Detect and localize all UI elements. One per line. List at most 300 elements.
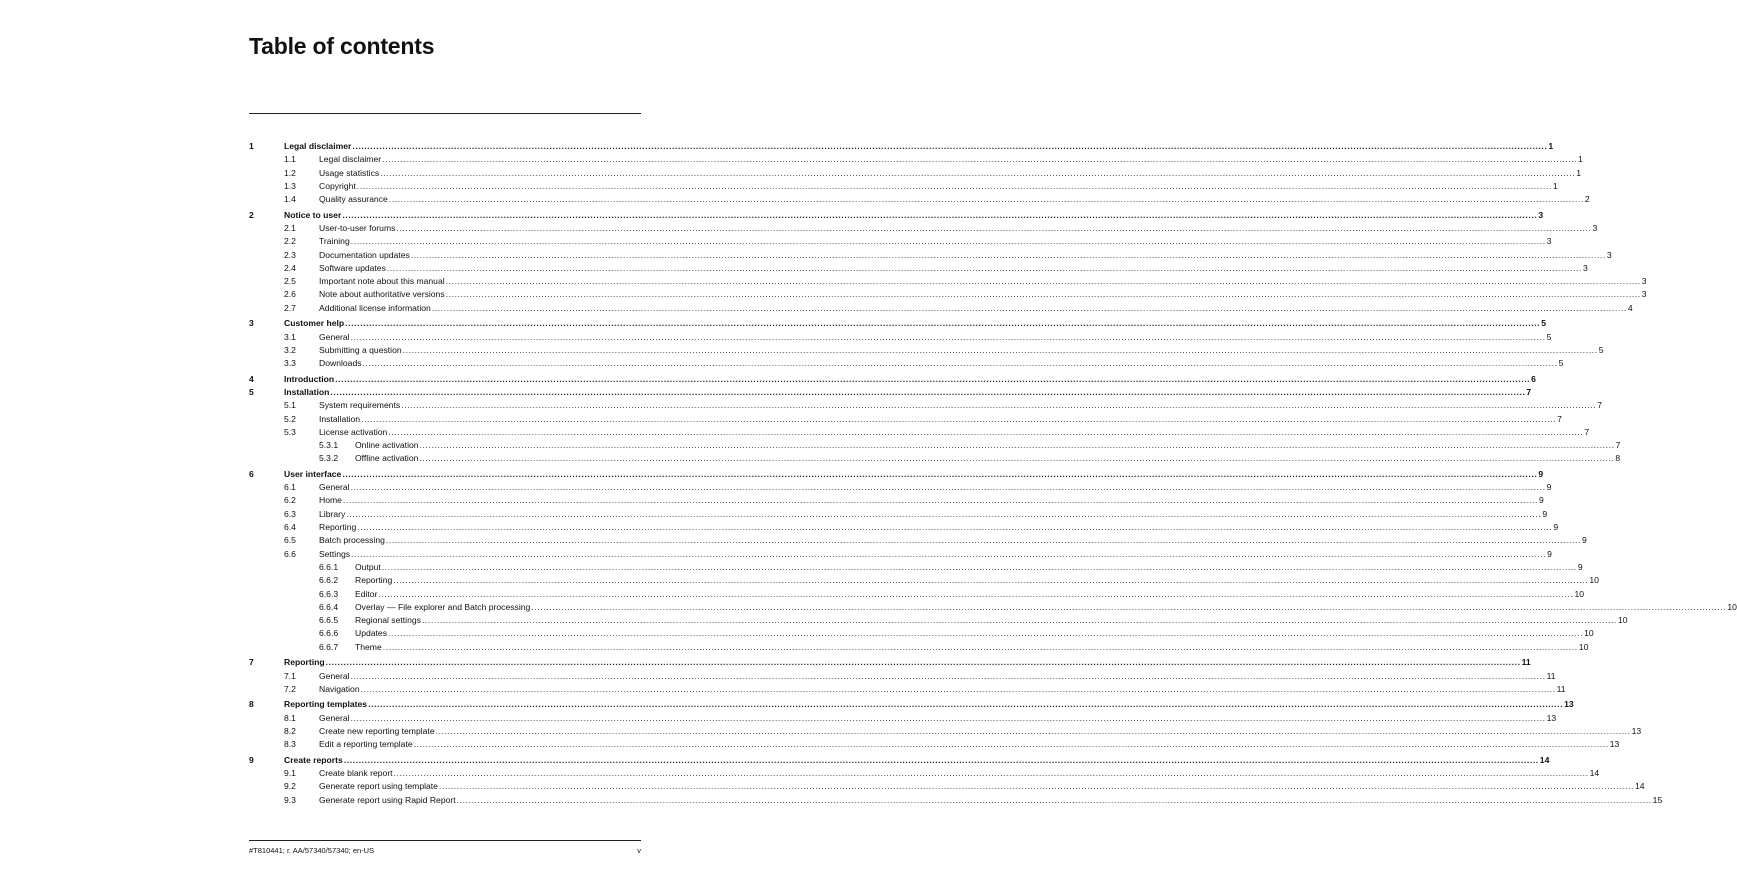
toc-entry-number: 2.4: [284, 262, 296, 273]
toc-entry-number: 6.2: [284, 495, 296, 506]
toc-entry-label: Usage statistics: [319, 167, 380, 178]
toc-entry-1-1[interactable]: [249, 153, 1583, 166]
toc-entry-label: Training: [319, 236, 350, 247]
toc-entry-line: [284, 386, 1532, 399]
toc-entry-3-2[interactable]: [249, 344, 1604, 357]
toc-entry-5[interactable]: [249, 386, 1532, 399]
toc-entry-page: 13: [1609, 739, 1620, 750]
toc-entry-line: [355, 588, 1585, 601]
toc-entry-6-6-1[interactable]: [249, 561, 1583, 574]
toc-dot-leader: ................................................................................................................................................................................................................................................................................................................................................................................................................: [388, 194, 1584, 205]
toc-entry-8-1[interactable]: [249, 712, 1557, 725]
toc-entry-label: User interface: [284, 468, 342, 479]
toc-entry-number: 5.2: [284, 413, 296, 424]
toc-dot-leader: ................................................................................................................................................................................................................................................................................................................................................................................................................: [435, 725, 1631, 736]
toc-entry-number: 2.6: [284, 289, 296, 300]
toc-entry-number: 1: [249, 141, 254, 151]
toc-entry-1-4[interactable]: [249, 193, 1590, 206]
toc-entry-3-1[interactable]: [249, 331, 1552, 344]
toc-entry-label: User-to-user forums: [319, 222, 396, 233]
toc-entry-number: 2.7: [284, 302, 296, 313]
toc-entry-label: Offline activation: [355, 453, 419, 464]
toc-entry-number: 6.6.6: [319, 628, 339, 639]
toc-entry-page: 3: [1641, 289, 1647, 300]
toc-dot-leader: ................................................................................................................................................................................................................................................................................................................................................................................................................: [342, 209, 1538, 220]
toc-entry-page: 7: [1526, 386, 1532, 397]
toc-entry-page: 7: [1557, 413, 1562, 424]
toc-entry-label: Legal disclaimer: [284, 141, 352, 151]
toc-entry-line: [284, 140, 1554, 153]
toc-entry-number: 8: [249, 699, 254, 710]
toc-entry-label: Important note about this manual: [319, 276, 445, 287]
toc-entry-page: 5: [1598, 344, 1604, 355]
title-divider: [249, 113, 641, 114]
toc-entry-page: 5: [1546, 331, 1552, 342]
toc-entry-5-2[interactable]: [249, 413, 1562, 426]
toc-entry-page: 10: [1578, 641, 1589, 652]
toc-dot-leader: ................................................................................................................................................................................................................................................................................................................................................................................................................: [396, 222, 1592, 233]
toc-entry-page: 3: [1592, 222, 1598, 233]
toc-dot-leader: ................................................................................................................................................................................................................................................................................................................................................................................................................: [531, 601, 1727, 612]
toc-entry-3-3[interactable]: [249, 357, 1564, 370]
toc-entry-line: [284, 317, 1546, 330]
toc-entry-6[interactable]: [249, 468, 1544, 481]
toc-entry-label: Batch processing: [319, 535, 385, 546]
toc-dot-leader: ................................................................................................................................................................................................................................................................................................................................................................................................................: [360, 683, 1556, 694]
toc-entry-number: 3: [249, 318, 254, 329]
toc-dot-leader: ................................................................................................................................................................................................................................................................................................................................................................................................................: [351, 548, 1547, 559]
toc-entry-page: 10: [1617, 615, 1628, 626]
toc-dot-leader: ................................................................................................................................................................................................................................................................................................................................................................................................................: [413, 739, 1609, 750]
toc-entry-label: Customer help: [284, 318, 345, 329]
toc-entry-number: 1.2: [284, 167, 296, 178]
toc-entry-6-3[interactable]: [249, 508, 1548, 521]
toc-entry-6-1[interactable]: [249, 481, 1552, 494]
toc-entry-label: Library: [319, 508, 346, 519]
toc-entry-page: 3: [1546, 236, 1552, 247]
toc-entry-number: 5.3: [284, 426, 296, 437]
toc-entry-number: 6.6.7: [319, 641, 339, 652]
toc-entry-page: 9: [1553, 522, 1559, 533]
toc-dot-leader: ................................................................................................................................................................................................................................................................................................................................................................................................................: [393, 767, 1589, 778]
toc-entry-line: [319, 426, 1590, 439]
toc-entry-line: [319, 275, 1647, 288]
toc-entry-number: 9.2: [284, 781, 296, 792]
toc-entry-1-2[interactable]: [249, 167, 1582, 180]
toc-entry-label: Software updates: [319, 262, 386, 273]
toc-entry-page: 11: [1546, 670, 1556, 681]
toc-entry-page: 3: [1641, 276, 1647, 287]
toc-entry-line: [319, 725, 1642, 738]
toc-entry-2-2[interactable]: [249, 235, 1552, 248]
toc-entry-page: 1: [1578, 154, 1583, 165]
toc-entry-page: 10: [1574, 588, 1585, 599]
toc-entry-line: [355, 601, 1737, 614]
toc-entry-label: Documentation updates: [319, 249, 410, 260]
toc-dot-leader: ................................................................................................................................................................................................................................................................................................................................................................................................................: [382, 641, 1578, 652]
toc-entry-6-6-4[interactable]: [249, 601, 1737, 614]
toc-entry-number: 4: [249, 373, 254, 384]
toc-dot-leader: ................................................................................................................................................................................................................................................................................................................................................................................................................: [350, 331, 1546, 342]
toc-entry-line: [319, 357, 1564, 370]
toc-dot-leader: ................................................................................................................................................................................................................................................................................................................................................................................................................: [357, 522, 1553, 533]
toc-entry-8-2[interactable]: [249, 725, 1642, 738]
toc-entry-6-6[interactable]: [249, 548, 1552, 561]
toc-entry-8-3[interactable]: [249, 738, 1620, 751]
toc-entry-label: Regional settings: [355, 615, 421, 626]
toc-dot-leader: ................................................................................................................................................................................................................................................................................................................................................................................................................: [385, 535, 1581, 546]
toc-entry-label: Additional license information: [319, 302, 431, 313]
toc-dot-leader: ................................................................................................................................................................................................................................................................................................................................................................................................................: [445, 289, 1641, 300]
toc-entry-line: [319, 413, 1562, 426]
toc-entry-page: 10: [1589, 575, 1599, 586]
toc-entry-page: 3: [1582, 262, 1588, 273]
toc-entry-line: [319, 288, 1647, 301]
toc-dot-leader: ................................................................................................................................................................................................................................................................................................................................................................................................................: [361, 413, 1557, 424]
toc-entry-label: Copyright: [319, 180, 356, 191]
toc-entry-5-3-2[interactable]: [249, 452, 1621, 465]
toc-dot-leader: ................................................................................................................................................................................................................................................................................................................................................................................................................: [393, 575, 1589, 586]
toc-dot-leader: ................................................................................................................................................................................................................................................................................................................................................................................................................: [382, 154, 1578, 165]
toc-entry-line: [319, 780, 1645, 793]
toc-entry-number: 2.1: [284, 222, 296, 233]
toc-dot-leader: ................................................................................................................................................................................................................................................................................................................................................................................................................: [410, 249, 1606, 260]
toc-dot-leader: ................................................................................................................................................................................................................................................................................................................................................................................................................: [401, 400, 1597, 411]
toc-entry-number: 7.1: [284, 670, 296, 681]
toc-entry-line: [319, 180, 1558, 193]
toc-entry-number: 9.1: [284, 767, 296, 778]
toc-entry-page: 1: [1552, 180, 1558, 191]
toc-entry-2[interactable]: [249, 209, 1544, 222]
toc-entry-2-4[interactable]: [249, 262, 1588, 275]
toc-entry-page: 13: [1631, 725, 1642, 736]
toc-entry-label: System requirements: [319, 400, 401, 411]
toc-entry-label: Reporting templates: [284, 699, 368, 710]
toc-dot-leader: ................................................................................................................................................................................................................................................................................................................................................................................................................: [343, 754, 1539, 765]
toc-entry-page: 13: [1546, 712, 1557, 723]
toc-dot-leader: ................................................................................................................................................................................................................................................................................................................................................................................................................: [342, 468, 1538, 479]
toc-dot-leader: ................................................................................................................................................................................................................................................................................................................................................................................................................: [388, 628, 1584, 639]
toc-entry-number: 5.3.2: [319, 453, 339, 464]
toc-entry-2-5[interactable]: [249, 275, 1647, 288]
toc-entry-number: 6.1: [284, 482, 296, 493]
toc-entry-number: 8.2: [284, 725, 296, 736]
toc-entry-label: Updates: [355, 628, 388, 639]
toc-entry-9[interactable]: [249, 754, 1550, 767]
toc-entry-line: [319, 521, 1559, 534]
toc-entry-page: 14: [1589, 767, 1600, 778]
toc-entry-line: [355, 439, 1621, 452]
toc-entry-line: [319, 302, 1633, 315]
toc-entry-page: 3: [1606, 249, 1612, 260]
toc-entry-6-5[interactable]: [249, 534, 1587, 547]
toc-entry-page: 1: [1576, 167, 1582, 178]
toc-entry-line: [319, 235, 1552, 248]
toc-entry-line: [284, 656, 1531, 669]
toc-entry-2-1[interactable]: [249, 222, 1598, 235]
toc-entry-line: [284, 209, 1544, 222]
toc-entry-2-3[interactable]: [249, 249, 1612, 262]
toc-entry-6-4[interactable]: [249, 521, 1559, 534]
toc-entry-line: [284, 754, 1550, 767]
toc-dot-leader: ................................................................................................................................................................................................................................................................................................................................................................................................................: [419, 453, 1615, 464]
toc-dot-leader: ................................................................................................................................................................................................................................................................................................................................................................................................................: [335, 373, 1531, 384]
toc-entry-5-3-1[interactable]: [249, 439, 1621, 452]
toc-entry-line: [319, 167, 1582, 180]
toc-entry-label: Create reports: [284, 754, 343, 765]
toc-entry-number: 6.4: [284, 522, 296, 533]
toc-entry-6-6-2[interactable]: [249, 574, 1599, 587]
table-of-contents: [249, 140, 1737, 807]
toc-dot-leader: ................................................................................................................................................................................................................................................................................................................................................................................................................: [330, 386, 1526, 397]
footer-doc-id: #T810441; r. AA/57340/57340; en-US: [249, 846, 375, 855]
toc-dot-leader: ................................................................................................................................................................................................................................................................................................................................................................................................................: [350, 670, 1546, 681]
toc-entry-line: [319, 767, 1600, 780]
toc-entry-line: [319, 399, 1603, 412]
toc-entry-5-3[interactable]: [249, 426, 1590, 439]
toc-entry-number: 2: [249, 209, 254, 220]
toc-entry-page: 9: [1581, 535, 1587, 546]
toc-entry-page: 2: [1584, 194, 1590, 205]
toc-entry-line: [319, 222, 1598, 235]
toc-entry-label: Online activation: [355, 440, 419, 451]
toc-entry-line: [284, 468, 1544, 481]
toc-entry-label: Installation: [319, 413, 361, 424]
toc-dot-leader: ................................................................................................................................................................................................................................................................................................................................................................................................................: [388, 426, 1584, 437]
toc-dot-leader: ................................................................................................................................................................................................................................................................................................................................................................................................................: [378, 588, 1574, 599]
toc-entry-page: 14: [1635, 781, 1645, 792]
toc-entry-number: 6.6.2: [319, 575, 339, 586]
toc-entry-line: [355, 627, 1594, 640]
toc-dot-leader: ................................................................................................................................................................................................................................................................................................................................................................................................................: [431, 302, 1627, 313]
toc-entry-2-7[interactable]: [249, 302, 1633, 315]
toc-entry-7[interactable]: [249, 656, 1531, 669]
toc-entry-4[interactable]: [249, 373, 1536, 386]
toc-entry-label: Note about authoritative versions: [319, 289, 445, 300]
toc-entry-page: 10: [1727, 601, 1737, 612]
toc-entry-page: 9: [1547, 548, 1552, 559]
toc-entry-1[interactable]: [249, 140, 1554, 153]
toc-entry-page: 9: [1542, 508, 1548, 519]
toc-entry-line: [355, 641, 1589, 654]
toc-entry-label: Generate report using Rapid Report: [319, 794, 456, 805]
toc-dot-leader: ................................................................................................................................................................................................................................................................................................................................................................................................................: [456, 794, 1652, 805]
toc-entry-line: [355, 561, 1583, 574]
toc-entry-line: [319, 508, 1548, 521]
toc-entry-label: General: [319, 712, 350, 723]
toc-entry-page: 7: [1597, 400, 1603, 411]
toc-entry-line: [319, 794, 1663, 807]
toc-dot-leader: ................................................................................................................................................................................................................................................................................................................................................................................................................: [381, 561, 1577, 572]
toc-entry-label: Settings: [319, 548, 351, 559]
toc-entry-line: [319, 494, 1544, 507]
toc-entry-9-3[interactable]: [249, 794, 1663, 807]
toc-entry-page: 13: [1564, 699, 1574, 710]
toc-dot-leader: ................................................................................................................................................................................................................................................................................................................................................................................................................: [345, 318, 1541, 329]
toc-entry-number: 9: [249, 754, 254, 765]
toc-entry-label: Submitting a question: [319, 344, 402, 355]
toc-entry-label: Downloads: [319, 358, 362, 369]
toc-entry-label: Generate report using template: [319, 781, 438, 792]
toc-entry-number: 3.3: [284, 358, 296, 369]
toc-entry-line: [284, 698, 1574, 711]
toc-entry-page: 11: [1556, 683, 1566, 694]
toc-entry-line: [319, 193, 1590, 206]
toc-entry-number: 2.3: [284, 249, 296, 260]
toc-entry-line: [319, 249, 1612, 262]
toc-entry-page: 9: [1546, 482, 1552, 493]
toc-entry-page: 8: [1615, 453, 1621, 464]
toc-entry-line: [355, 574, 1599, 587]
toc-entry-label: Create blank report: [319, 767, 393, 778]
toc-entry-7-2[interactable]: [249, 683, 1566, 696]
toc-entry-label: Output: [355, 561, 381, 572]
toc-entry-page: 4: [1627, 302, 1633, 313]
toc-entry-page: 5: [1558, 358, 1564, 369]
toc-entry-page: 6: [1531, 373, 1536, 384]
toc-entry-6-2[interactable]: [249, 494, 1544, 507]
toc-entry-9-1[interactable]: [249, 767, 1600, 780]
toc-entry-6-6-3[interactable]: [249, 588, 1585, 601]
toc-entry-label: Notice to user: [284, 209, 342, 220]
toc-dot-leader: ................................................................................................................................................................................................................................................................................................................................................................................................................: [402, 344, 1598, 355]
toc-entry-9-2[interactable]: [249, 780, 1645, 793]
toc-entry-page: 9: [1538, 468, 1544, 479]
toc-entry-label: Editor: [355, 588, 378, 599]
toc-entry-label: Create new reporting template: [319, 725, 435, 736]
toc-entry-label: Introduction: [284, 373, 335, 384]
toc-entry-number: 3.1: [284, 331, 296, 342]
toc-entry-number: 8.3: [284, 739, 296, 750]
toc-entry-6-6-5[interactable]: [249, 614, 1628, 627]
toc-dot-leader: ................................................................................................................................................................................................................................................................................................................................................................................................................: [325, 657, 1521, 668]
toc-entry-number: 6.6.3: [319, 588, 339, 599]
toc-entry-number: 2.5: [284, 276, 296, 287]
toc-entry-number: 5.3.1: [319, 440, 339, 451]
toc-entry-label: Home: [319, 495, 342, 506]
toc-entry-page: 3: [1538, 209, 1544, 220]
toc-entry-number: 2.2: [284, 236, 296, 247]
toc-entry-line: [355, 452, 1621, 465]
toc-entry-label: Reporting: [319, 522, 357, 533]
toc-entry-line: [319, 331, 1552, 344]
toc-entry-line: [319, 712, 1557, 725]
toc-entry-label: Theme: [355, 641, 382, 652]
toc-dot-leader: ................................................................................................................................................................................................................................................................................................................................................................................................................: [356, 180, 1552, 191]
toc-entry-line: [355, 614, 1628, 627]
toc-entry-number: 6.3: [284, 508, 296, 519]
toc-entry-number: 1.3: [284, 180, 296, 191]
toc-entry-3[interactable]: [249, 317, 1546, 330]
toc-entry-page: 7: [1584, 426, 1590, 437]
toc-dot-leader: ................................................................................................................................................................................................................................................................................................................................................................................................................: [350, 482, 1546, 493]
toc-dot-leader: ................................................................................................................................................................................................................................................................................................................................................................................................................: [342, 495, 1538, 506]
footer-page-number: v: [637, 846, 641, 855]
toc-entry-page: 7: [1615, 440, 1621, 451]
toc-entry-page: 5: [1541, 318, 1546, 329]
toc-entry-number: 1.4: [284, 194, 296, 205]
toc-entry-label: General: [319, 331, 350, 342]
toc-entry-page: 9: [1538, 495, 1544, 506]
toc-entry-number: 8.1: [284, 712, 296, 723]
toc-entry-label: Quality assurance: [319, 194, 388, 205]
toc-entry-line: [284, 373, 1536, 386]
toc-entry-5-1[interactable]: [249, 399, 1603, 412]
toc-dot-leader: ................................................................................................................................................................................................................................................................................................................................................................................................................: [438, 781, 1634, 792]
toc-entry-number: 5: [249, 386, 254, 397]
toc-entry-line: [319, 670, 1556, 683]
page-title: Table of contents: [249, 33, 435, 59]
toc-entry-8[interactable]: [249, 698, 1574, 711]
toc-entry-6-6-7[interactable]: [249, 641, 1589, 654]
toc-dot-leader: ................................................................................................................................................................................................................................................................................................................................................................................................................: [350, 712, 1546, 723]
toc-entry-label: Reporting: [284, 657, 325, 668]
toc-entry-label: Installation: [284, 386, 330, 397]
toc-entry-number: 6: [249, 468, 254, 479]
toc-entry-label: Reporting: [355, 575, 393, 586]
toc-dot-leader: ................................................................................................................................................................................................................................................................................................................................................................................................................: [380, 167, 1576, 178]
toc-entry-number: 6.5: [284, 535, 296, 546]
toc-entry-page: 14: [1539, 754, 1550, 765]
toc-entry-page: 11: [1521, 657, 1531, 668]
toc-dot-leader: ................................................................................................................................................................................................................................................................................................................................................................................................................: [386, 262, 1582, 273]
toc-entry-line: [319, 683, 1566, 696]
toc-entry-label: Legal disclaimer: [319, 154, 382, 165]
toc-entry-number: 7: [249, 657, 254, 668]
toc-dot-leader: ................................................................................................................................................................................................................................................................................................................................................................................................................: [352, 141, 1548, 151]
toc-entry-page: 15: [1652, 794, 1663, 805]
toc-entry-number: 7.2: [284, 683, 296, 694]
toc-entry-line: [319, 344, 1604, 357]
toc-entry-number: 6.6.1: [319, 561, 339, 572]
toc-dot-leader: ................................................................................................................................................................................................................................................................................................................................................................................................................: [368, 699, 1564, 710]
toc-dot-leader: ................................................................................................................................................................................................................................................................................................................................................................................................................: [350, 236, 1546, 247]
toc-entry-label: Overlay — File explorer and Batch processing: [355, 601, 531, 612]
toc-entry-line: [319, 262, 1588, 275]
toc-entry-label: Edit a reporting template: [319, 739, 413, 750]
toc-entry-number: 9.3: [284, 794, 296, 805]
toc-entry-line: [319, 534, 1587, 547]
toc-entry-7-1[interactable]: [249, 670, 1556, 683]
toc-entry-number: 6.6.5: [319, 615, 339, 626]
toc-dot-leader: ................................................................................................................................................................................................................................................................................................................................................................................................................: [421, 615, 1617, 626]
toc-entry-label: General: [319, 670, 350, 681]
toc-entry-line: [319, 481, 1552, 494]
toc-entry-line: [319, 738, 1620, 751]
toc-dot-leader: ................................................................................................................................................................................................................................................................................................................................................................................................................: [419, 440, 1615, 451]
toc-entry-page: 10: [1584, 628, 1594, 639]
toc-entry-2-6[interactable]: [249, 288, 1647, 301]
toc-entry-label: Navigation: [319, 683, 360, 694]
toc-entry-line: [319, 153, 1583, 166]
toc-entry-line: [319, 548, 1552, 561]
toc-entry-number: 5.1: [284, 400, 296, 411]
toc-dot-leader: ................................................................................................................................................................................................................................................................................................................................................................................................................: [346, 508, 1542, 519]
toc-entry-6-6-6[interactable]: [249, 627, 1594, 640]
toc-dot-leader: ................................................................................................................................................................................................................................................................................................................................................................................................................: [445, 276, 1641, 287]
toc-dot-leader: ................................................................................................................................................................................................................................................................................................................................................................................................................: [362, 358, 1558, 369]
toc-entry-number: 6.6: [284, 548, 296, 559]
toc-entry-number: 1.1: [284, 154, 296, 165]
toc-entry-page: 1: [1548, 141, 1554, 151]
toc-entry-label: License activation: [319, 426, 388, 437]
toc-entry-number: 6.6.4: [319, 601, 339, 612]
toc-entry-1-3[interactable]: [249, 180, 1558, 193]
toc-entry-label: General: [319, 482, 350, 493]
footer-divider: [249, 840, 641, 841]
toc-entry-page: 9: [1577, 561, 1583, 572]
toc-entry-number: 3.2: [284, 344, 296, 355]
